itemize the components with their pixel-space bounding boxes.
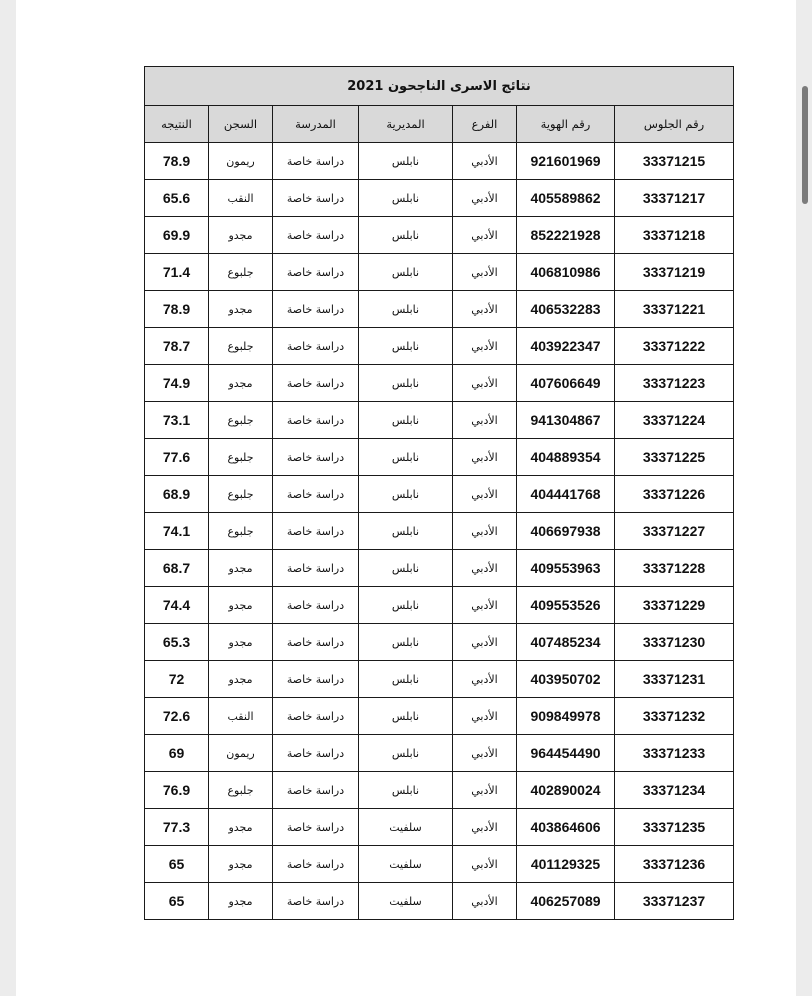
table-row [145,809,734,846]
cell-result: 74.4 [145,587,209,624]
cell-school: دراسة خاصة [273,587,359,624]
cell-seat-number: 33371231 [615,661,734,698]
cell-result: 72 [145,661,209,698]
cell-prison: ريمون [209,735,273,772]
column-header-branch: الفرع [453,106,517,143]
cell-directorate: نابلس [359,624,453,661]
cell-id-number: 406810986 [517,254,615,291]
cell-seat-number: 33371224 [615,402,734,439]
cell-prison: النقب [209,698,273,735]
cell-seat-number: 33371237 [615,883,734,920]
cell-prison: جلبوع [209,772,273,809]
cell-directorate: نابلس [359,476,453,513]
cell-id-number: 405589862 [517,180,615,217]
column-header-directorate: المديرية [359,106,453,143]
cell-seat-number: 33371232 [615,698,734,735]
column-header-school: المدرسة [273,106,359,143]
cell-directorate: نابلس [359,365,453,402]
cell-seat-number: 33371230 [615,624,734,661]
cell-result: 65 [145,846,209,883]
cell-id-number: 941304867 [517,402,615,439]
cell-prison: مجدو [209,291,273,328]
cell-result: 77.6 [145,439,209,476]
cell-seat-number: 33371215 [615,143,734,180]
cell-school: دراسة خاصة [273,846,359,883]
table-row [145,735,734,772]
cell-directorate: نابلس [359,291,453,328]
cell-prison: مجدو [209,883,273,920]
cell-result: 65.3 [145,624,209,661]
cell-id-number: 407606649 [517,365,615,402]
cell-result: 77.3 [145,809,209,846]
cell-prison: مجدو [209,661,273,698]
cell-branch: الأدبي [453,698,517,735]
cell-prison: جلبوع [209,476,273,513]
table-row [145,180,734,217]
cell-id-number: 406257089 [517,883,615,920]
cell-school: دراسة خاصة [273,365,359,402]
table-row [145,254,734,291]
cell-id-number: 404889354 [517,439,615,476]
cell-directorate: نابلس [359,143,453,180]
cell-id-number: 407485234 [517,624,615,661]
cell-directorate: نابلس [359,328,453,365]
cell-school: دراسة خاصة [273,180,359,217]
cell-school: دراسة خاصة [273,661,359,698]
cell-prison: جلبوع [209,402,273,439]
cell-directorate: نابلس [359,402,453,439]
cell-seat-number: 33371229 [615,587,734,624]
cell-result: 69 [145,735,209,772]
cell-directorate: نابلس [359,254,453,291]
table-row [145,772,734,809]
cell-school: دراسة خاصة [273,772,359,809]
cell-directorate: نابلس [359,587,453,624]
cell-result: 78.7 [145,328,209,365]
cell-branch: الأدبي [453,476,517,513]
table-row [145,661,734,698]
cell-result: 68.9 [145,476,209,513]
cell-id-number: 402890024 [517,772,615,809]
cell-id-number: 403864606 [517,809,615,846]
cell-prison: جلبوع [209,328,273,365]
cell-branch: الأدبي [453,809,517,846]
cell-school: دراسة خاصة [273,624,359,661]
cell-seat-number: 33371218 [615,217,734,254]
cell-result: 74.1 [145,513,209,550]
cell-branch: الأدبي [453,735,517,772]
cell-result: 74.9 [145,365,209,402]
cell-directorate: نابلس [359,439,453,476]
cell-seat-number: 33371217 [615,180,734,217]
table-row [145,513,734,550]
table-row [145,883,734,920]
cell-prison: جلبوع [209,513,273,550]
cell-result: 78.9 [145,143,209,180]
cell-school: دراسة خاصة [273,476,359,513]
cell-school: دراسة خاصة [273,402,359,439]
cell-result: 65 [145,883,209,920]
cell-branch: الأدبي [453,180,517,217]
cell-prison: مجدو [209,217,273,254]
cell-branch: الأدبي [453,328,517,365]
cell-school: دراسة خاصة [273,291,359,328]
cell-seat-number: 33371223 [615,365,734,402]
vertical-scrollbar[interactable] [802,86,808,204]
cell-id-number: 403922347 [517,328,615,365]
cell-branch: الأدبي [453,439,517,476]
cell-seat-number: 33371226 [615,476,734,513]
cell-directorate: سلفيت [359,846,453,883]
cell-branch: الأدبي [453,661,517,698]
cell-id-number: 406697938 [517,513,615,550]
cell-result: 78.9 [145,291,209,328]
table-row [145,291,734,328]
cell-id-number: 401129325 [517,846,615,883]
cell-result: 73.1 [145,402,209,439]
cell-result: 69.9 [145,217,209,254]
cell-school: دراسة خاصة [273,143,359,180]
cell-id-number: 404441768 [517,476,615,513]
cell-branch: الأدبي [453,402,517,439]
cell-branch: الأدبي [453,291,517,328]
cell-id-number: 409553963 [517,550,615,587]
header-row [145,106,734,143]
cell-id-number: 909849978 [517,698,615,735]
cell-directorate: نابلس [359,180,453,217]
cell-school: دراسة خاصة [273,217,359,254]
table-body [145,143,734,920]
cell-seat-number: 33371233 [615,735,734,772]
table-row [145,365,734,402]
table-title: نتائج الاسرى الناجحون 2021 [145,67,734,106]
table-row [145,698,734,735]
cell-seat-number: 33371235 [615,809,734,846]
cell-school: دراسة خاصة [273,698,359,735]
table-row [145,402,734,439]
column-header-prison: السجن [209,106,273,143]
cell-prison: جلبوع [209,254,273,291]
table-row [145,217,734,254]
cell-prison: ريمون [209,143,273,180]
cell-seat-number: 33371234 [615,772,734,809]
title-row [145,67,734,106]
cell-branch: الأدبي [453,772,517,809]
cell-directorate: نابلس [359,661,453,698]
column-header-id-number: رقم الهوية [517,106,615,143]
cell-id-number: 964454490 [517,735,615,772]
cell-directorate: سلفيت [359,809,453,846]
cell-result: 76.9 [145,772,209,809]
cell-seat-number: 33371222 [615,328,734,365]
cell-prison: مجدو [209,550,273,587]
table-row [145,476,734,513]
table-row [145,550,734,587]
cell-directorate: نابلس [359,735,453,772]
cell-branch: الأدبي [453,883,517,920]
cell-seat-number: 33371227 [615,513,734,550]
cell-school: دراسة خاصة [273,735,359,772]
cell-id-number: 921601969 [517,143,615,180]
cell-branch: الأدبي [453,365,517,402]
cell-result: 68.7 [145,550,209,587]
cell-school: دراسة خاصة [273,439,359,476]
cell-directorate: سلفيت [359,883,453,920]
cell-branch: الأدبي [453,254,517,291]
cell-prison: جلبوع [209,439,273,476]
table-row [145,846,734,883]
cell-seat-number: 33371228 [615,550,734,587]
cell-id-number: 409553526 [517,587,615,624]
cell-seat-number: 33371236 [615,846,734,883]
cell-prison: مجدو [209,587,273,624]
cell-id-number: 852221928 [517,217,615,254]
cell-seat-number: 33371219 [615,254,734,291]
cell-result: 65.6 [145,180,209,217]
cell-school: دراسة خاصة [273,883,359,920]
cell-directorate: نابلس [359,550,453,587]
cell-branch: الأدبي [453,513,517,550]
cell-result: 72.6 [145,698,209,735]
table-row [145,439,734,476]
cell-directorate: نابلس [359,698,453,735]
cell-prison: مجدو [209,846,273,883]
cell-branch: الأدبي [453,846,517,883]
cell-school: دراسة خاصة [273,254,359,291]
table-row [145,624,734,661]
cell-id-number: 403950702 [517,661,615,698]
cell-id-number: 406532283 [517,291,615,328]
cell-school: دراسة خاصة [273,809,359,846]
cell-prison: مجدو [209,365,273,402]
cell-seat-number: 33371221 [615,291,734,328]
cell-directorate: نابلس [359,772,453,809]
cell-branch: الأدبي [453,217,517,254]
cell-prison: مجدو [209,809,273,846]
table-row [145,328,734,365]
column-header-seat-number: رقم الجلوس [615,106,734,143]
cell-branch: الأدبي [453,550,517,587]
cell-seat-number: 33371225 [615,439,734,476]
table-row [145,587,734,624]
cell-branch: الأدبي [453,587,517,624]
cell-branch: الأدبي [453,143,517,180]
cell-directorate: نابلس [359,513,453,550]
results-table [144,66,734,920]
cell-result: 71.4 [145,254,209,291]
cell-school: دراسة خاصة [273,550,359,587]
cell-branch: الأدبي [453,624,517,661]
cell-prison: النقب [209,180,273,217]
cell-directorate: نابلس [359,217,453,254]
cell-school: دراسة خاصة [273,328,359,365]
cell-school: دراسة خاصة [273,513,359,550]
cell-prison: مجدو [209,624,273,661]
column-header-result: النتيجه [145,106,209,143]
table-row [145,143,734,180]
